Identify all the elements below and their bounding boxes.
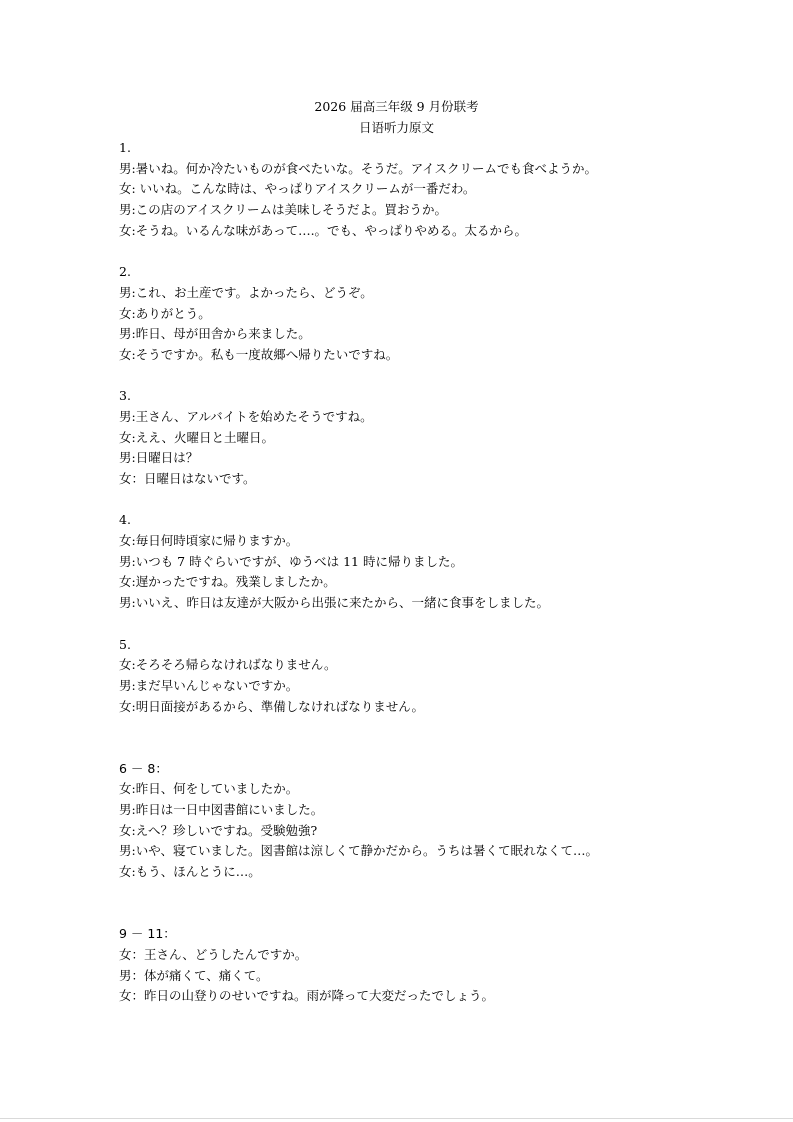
section-label: 2. (119, 264, 131, 280)
dialogue-line: 女: いいね。こんな時は、やっぱりアイスクリームが一番だわ。 (119, 181, 476, 197)
dialogue-line: 男:王さん、アルバイトを始めたそうですね。 (119, 408, 373, 424)
dialogue-line: 女:遅かったですね。残業しましたか。 (119, 574, 336, 590)
dialogue-line: 女:毎日何時頃家に帰りますか。 (119, 533, 299, 549)
document-title: 2026 届高三年级 9 月份联考 (314, 99, 479, 114)
title-block (0, 96, 793, 138)
dialogue-line: 男:いや、寝ていました。図書館は涼しくて静かだから。うちは暑くて眠れなくて…。 (119, 843, 598, 859)
dialogue-line: 女:そろそろ帰らなければなりません。 (119, 657, 337, 673)
dialogue-line: 男:昨日は一日中図書館にいました。 (119, 802, 324, 818)
dialogue-line: 男:まだ早いんじゃないですか。 (119, 677, 299, 693)
section-spacer (119, 883, 719, 924)
section-6-8 (119, 759, 719, 883)
section-4 (119, 510, 719, 613)
dialogue-line: 男：体が痛くて、痛くて。 (119, 967, 269, 983)
dialogue-line: 男:この店のアイスクリームは美味しそうだよ。買おうか。 (119, 202, 447, 218)
dialogue-line: 女:もう、ほんとうに…。 (119, 864, 261, 880)
section-9-11 (119, 924, 719, 1007)
section-label: 4. (119, 512, 131, 528)
dialogue-line: 女：昨日の山登りのせいですね。雨が降って大変だったでしょう。 (119, 988, 495, 1004)
dialogue-line: 女:ありがとう。 (119, 305, 211, 321)
dialogue-line: 女：王さん、どうしたんですか。 (119, 946, 308, 962)
dialogue-line: 男:暑いね。何か冷たいものが食べたいな。そうだ。アイスクリームでも食べようか。 (119, 160, 597, 176)
dialogue-line: 女:そうね。いるんな味があって….。でも、やっぱりやめる。太るから。 (119, 222, 528, 238)
section-label: 5. (119, 636, 131, 652)
dialogue-line: 男:いつも 7 時ぐらいですが、ゆうべは 11 時に帰りました。 (119, 553, 463, 569)
dialogue-line: 女:えへ？珍しいですね。受験勉強? (119, 822, 318, 838)
dialogue-line: 男:これ、お土産です。よかったら、どうぞ。 (119, 284, 373, 300)
section-spacer (119, 366, 719, 387)
section-1 (119, 138, 719, 241)
section-5 (119, 635, 719, 718)
section-3 (119, 386, 719, 489)
dialogue-line: 男:昨日、母が田舎から来ました。 (119, 326, 311, 342)
section-label: 9 － 11： (119, 926, 176, 942)
dialogue-line: 女:昨日、何をしていましたか。 (119, 781, 299, 797)
page-bottom-rule (0, 1118, 793, 1119)
section-label: 6 － 8： (119, 760, 168, 776)
transcript-content (119, 138, 719, 1007)
dialogue-line: 女：日曜日はないです。 (119, 471, 256, 486)
section-label: 3. (119, 388, 131, 404)
dialogue-line: 男:いいえ、昨日は友達が大阪から出張に来たから、一緒に食事をしました。 (119, 595, 549, 611)
dialogue-line: 女:ええ、火曜日と土曜日。 (119, 429, 274, 445)
section-spacer (119, 241, 719, 262)
dialogue-line: 女:そうですか。私も一度故郷へ帰りたいですね。 (119, 346, 399, 362)
section-spacer (119, 614, 719, 635)
document-subtitle: 日语听力原文 (358, 120, 434, 135)
section-spacer (119, 490, 719, 511)
dialogue-line: 男:日曜日は？ (119, 450, 199, 466)
section-2 (119, 262, 719, 365)
section-label: 1. (119, 140, 131, 155)
dialogue-line: 女:明日面接があるから、準備しなければなりません。 (119, 698, 424, 714)
section-spacer (119, 717, 719, 758)
